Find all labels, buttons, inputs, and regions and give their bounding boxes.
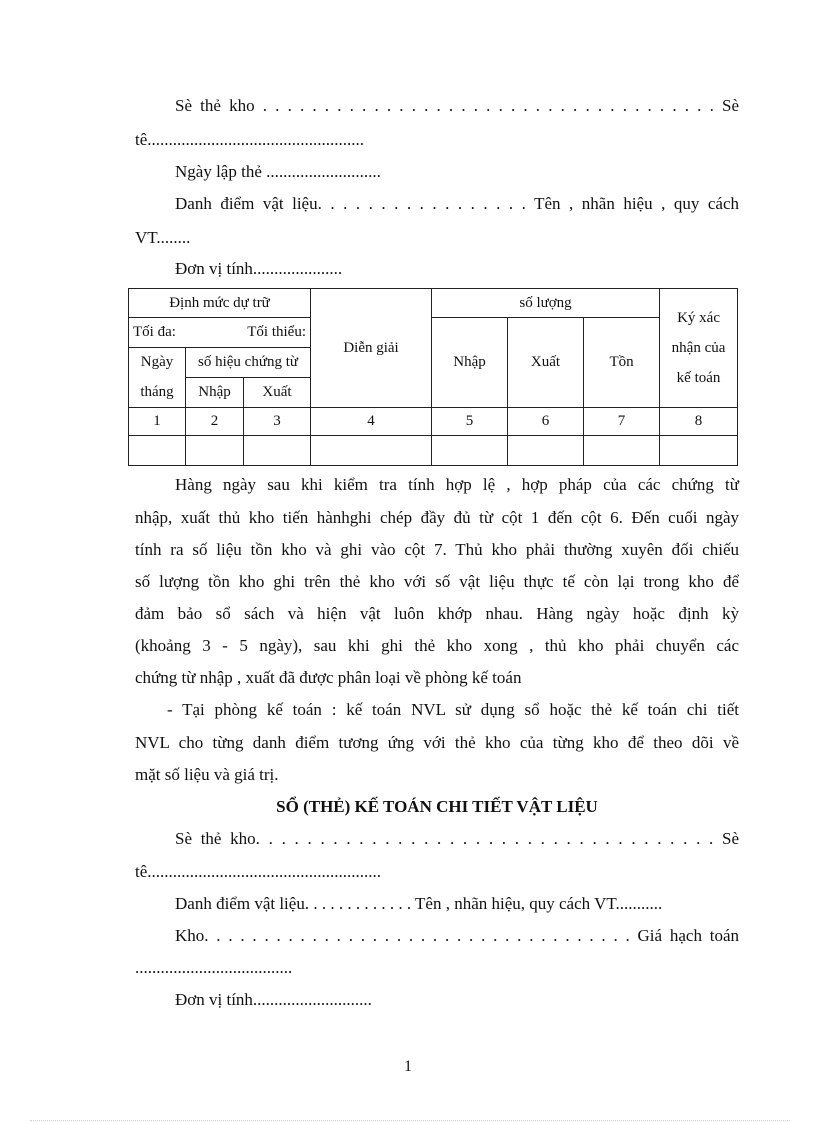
para1-line-5: đảm bảo sổ sách và hiện vật luôn khớp nhau. Hàng ngày hoặc định kỳ bbox=[135, 604, 739, 623]
para2-line-3: mặt số liệu và giá trị. bbox=[135, 765, 279, 784]
ledger-card-number-cont: tê....................................................... bbox=[135, 862, 382, 881]
para1-line-1: Hàng ngày sau khi kiểm tra tính hợp lệ , hợp pháp của các chứng từ bbox=[175, 475, 739, 494]
stock-card-number-line: Sè thẻ kho . . . . . . . . . . . . . . . . . . . . . . . . . . . . . . . . . . . . . Sè bbox=[175, 96, 739, 115]
para1-line-2: nhập, xuất thủ kho tiến hànhghi chép đầy đủ từ cột 1 đến cột 6. Đến cuối ngày bbox=[135, 508, 739, 527]
ledger-material-line: Danh điểm vật liệu. . . . . . . . . . . . . Tên , nhãn hiệu, quy cách VT........... bbox=[175, 894, 663, 913]
warehouse-price-line: Kho. . . . . . . . . . . . . . . . . . . . . . . . . . . . . . . . . . . . Giá hạch toán bbox=[175, 926, 739, 945]
col-num-3: 3 bbox=[244, 408, 311, 436]
para1-line-3: tính ra số liệu tồn kho và ghi vào cột 7. Thủ kho phải thường xuyên đối chiếu bbox=[135, 540, 739, 559]
para1-line-6: (khoảng 3 - 5 ngày), sau khi ghi thẻ kho xong , thủ kho phải chuyển các bbox=[135, 636, 739, 655]
col-num-4: 4 bbox=[311, 408, 432, 436]
col-num-2: 2 bbox=[186, 408, 244, 436]
date-header bbox=[129, 348, 186, 408]
material-code-cont: VT........ bbox=[135, 228, 191, 247]
para1-line-7: chứng từ nhập , xuất đã được phân loại về phòng kế toán bbox=[135, 668, 522, 687]
max-label: Tối đa: bbox=[133, 324, 176, 340]
description-header: Diễn giải bbox=[311, 289, 432, 408]
para2-line-1: - Tại phòng kế toán : kế toán NVL sử dụng sổ hoặc thẻ kế toán chi tiết bbox=[167, 700, 739, 719]
stock-card-table bbox=[128, 288, 738, 466]
col-num-1: 1 bbox=[129, 408, 186, 436]
col-num-5: 5 bbox=[432, 408, 508, 436]
date-header-month: tháng bbox=[140, 384, 174, 400]
para2-line-2: NVL cho từng danh điểm tương ứng với thẻ kho của từng kho để theo dõi về bbox=[135, 733, 739, 752]
ledger-card-number-line: Sè thẻ kho. . . . . . . . . . . . . . . . . . . . . . . . . . . . . . . . . . . . Sè bbox=[175, 829, 739, 848]
ledger-unit-line: Đơn vị tính............................ bbox=[175, 990, 372, 1009]
col-num-8: 8 bbox=[660, 408, 738, 436]
page-bottom-divider bbox=[30, 1120, 790, 1121]
confirm-line-3: kế toán bbox=[676, 369, 721, 386]
confirm-line-2: nhận của bbox=[671, 339, 726, 356]
confirm-line-1: Ký xác bbox=[677, 309, 720, 326]
balance-header: Tồn bbox=[584, 318, 660, 408]
section-title: SỔ (THẺ) KẾ TOÁN CHI TIẾT VẬT LIỆU bbox=[276, 797, 598, 816]
doc-import-header: Nhập bbox=[186, 378, 244, 408]
document-number-header: số hiệu chứng từ bbox=[186, 348, 311, 378]
import-header: Nhập bbox=[432, 318, 508, 408]
card-date-line: Ngày lập thẻ ........................... bbox=[175, 162, 381, 181]
export-header: Xuất bbox=[508, 318, 584, 408]
reserve-norm-header: Định mức dự trữ bbox=[129, 289, 311, 318]
doc-export-header: Xuất bbox=[244, 378, 311, 408]
empty-row bbox=[129, 436, 738, 466]
min-label: Tối thiểu: bbox=[247, 324, 307, 340]
page-number: 1 bbox=[404, 1058, 412, 1075]
stock-card-number-cont: tê................................................... bbox=[135, 130, 365, 149]
accountant-confirm-header bbox=[660, 289, 738, 408]
quantity-header: số lượng bbox=[432, 289, 660, 318]
unit-line: Đơn vị tính..................... bbox=[175, 259, 343, 278]
para1-line-4: số lượng tồn kho ghi trên thẻ kho với số vật liệu thực tế còn lại trong kho để bbox=[135, 572, 739, 591]
date-header-day: Ngày bbox=[140, 354, 174, 370]
warehouse-price-cont: ..................................... bbox=[135, 958, 293, 977]
min-max-cell bbox=[129, 318, 311, 348]
material-code-line: Danh điểm vật liệu. . . . . . . . . . . . . . . . . Tên , nhãn hiệu , quy cách bbox=[175, 194, 739, 213]
col-num-7: 7 bbox=[584, 408, 660, 436]
col-num-6: 6 bbox=[508, 408, 584, 436]
